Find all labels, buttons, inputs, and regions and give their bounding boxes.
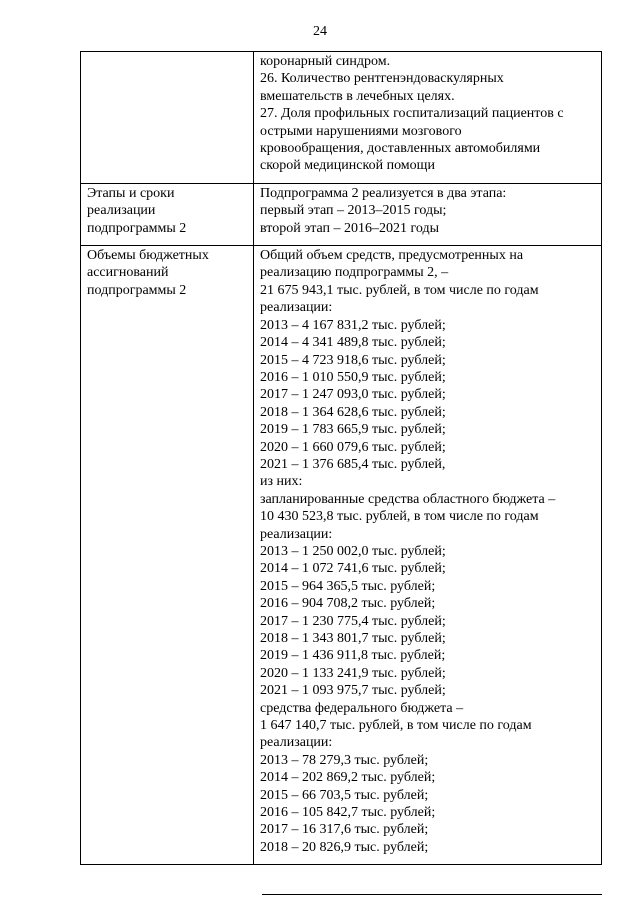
content-line: 2015 – 66 703,5 тыс. рублей; — [260, 787, 429, 803]
content-line: 2018 – 1 364 628,6 тыс. рублей; — [260, 404, 446, 420]
label-line: ассигнований — [87, 265, 169, 281]
content-line: 2017 – 1 247 093,0 тыс. рублей; — [260, 387, 446, 403]
content-line: Общий объем средств, предусмотренных на — [260, 248, 524, 264]
label-line: подпрограммы 2 — [87, 220, 187, 236]
content-line: средства федерального бюджета – — [260, 700, 464, 716]
content-line: 2014 – 1 072 741,6 тыс. рублей; — [260, 561, 446, 577]
content-line: 2020 – 1 660 079,6 тыс. рублей; — [260, 439, 446, 455]
table-row — [81, 52, 602, 184]
label-line: Объемы бюджетных — [87, 248, 209, 264]
content-line: 2019 – 1 436 911,8 тыс. рублей; — [260, 648, 446, 664]
row-label-cell — [81, 246, 254, 865]
content-line: 2021 – 1 376 685,4 тыс. рублей, — [260, 456, 446, 472]
content-line: 2013 – 4 167 831,2 тыс. рублей; — [260, 317, 446, 333]
content-line: 2015 – 4 723 918,6 тыс. рублей; — [260, 352, 446, 368]
label-line: подпрограммы 2 — [87, 282, 187, 298]
content-line: 26. Количество рентгенэндоваскулярных — [260, 71, 504, 87]
content-line: 21 675 943,1 тыс. рублей, в том числе по годам — [260, 282, 539, 298]
row-content-cell — [254, 183, 602, 245]
content-line: 2018 – 20 826,9 тыс. рублей; — [260, 839, 429, 855]
content-line: острыми нарушениями мозгового — [260, 123, 462, 139]
content-line: 2021 – 1 093 975,7 тыс. рублей; — [260, 683, 446, 699]
row-content-cell — [254, 52, 602, 184]
page-bottom-rule — [262, 894, 602, 895]
content-line: 2020 – 1 133 241,9 тыс. рублей; — [260, 665, 446, 681]
content-line: 2013 – 1 250 002,0 тыс. рублей; — [260, 543, 446, 559]
content-line: 1 647 140,7 тыс. рублей, в том числе по годам — [260, 718, 532, 734]
content-line: реализации: — [260, 735, 333, 751]
content-line: первый этап – 2013–2015 годы; — [260, 203, 447, 219]
content-line: 2017 – 16 317,6 тыс. рублей; — [260, 822, 429, 838]
row-content-cell — [254, 246, 602, 865]
content-line: 27. Доля профильных госпитализаций пациентов с — [260, 106, 564, 122]
table-row — [81, 246, 602, 865]
content-line: реализации: — [260, 526, 333, 542]
content-line: запланированные средства областного бюджета – — [260, 491, 556, 507]
content-line: реализацию подпрограммы 2, – — [260, 265, 449, 281]
content-line: 2018 – 1 343 801,7 тыс. рублей; — [260, 631, 446, 646]
content-line: Подпрограмма 2 реализуется в два этапа: — [260, 185, 507, 201]
content-line: второй этап – 2016–2021 годы — [260, 220, 440, 236]
passport-table — [80, 51, 602, 865]
content-line: 2014 – 4 341 489,8 тыс. рублей; — [260, 335, 446, 351]
page-number: 24 — [313, 24, 327, 39]
row-label-cell — [81, 183, 254, 245]
content-line: 2014 – 202 869,2 тыс. рублей; — [260, 770, 436, 786]
content-line: коронарный синдром. — [260, 54, 391, 69]
label-line: реализации — [87, 203, 156, 219]
content-line: 2013 – 78 279,3 тыс. рублей; — [260, 752, 429, 768]
content-line: 10 430 523,8 тыс. рублей, в том числе по годам — [260, 509, 539, 525]
content-line: из них: — [260, 474, 303, 490]
content-line: 2019 – 1 783 665,9 тыс. рублей; — [260, 422, 446, 438]
content-line: 2017 – 1 230 775,4 тыс. рублей; — [260, 613, 446, 629]
content-line: 2015 – 964 365,5 тыс. рублей; — [260, 578, 436, 594]
content-line: реализации: — [260, 300, 333, 316]
content-line: 2016 – 1 010 550,9 тыс. рублей; — [260, 369, 446, 385]
content-line: 2016 – 904 708,2 тыс. рублей; — [260, 596, 436, 612]
label-line: Этапы и сроки — [87, 185, 175, 201]
content-line: 2016 – 105 842,7 тыс. рублей; — [260, 805, 436, 821]
content-line: кровообращения, доставленных автомобилями — [260, 141, 541, 157]
content-line: вмешательств в лечебных целях. — [260, 88, 455, 104]
table-row — [81, 183, 602, 245]
content-line: скорой медицинской помощи — [260, 158, 435, 174]
row-label-cell — [81, 52, 254, 184]
